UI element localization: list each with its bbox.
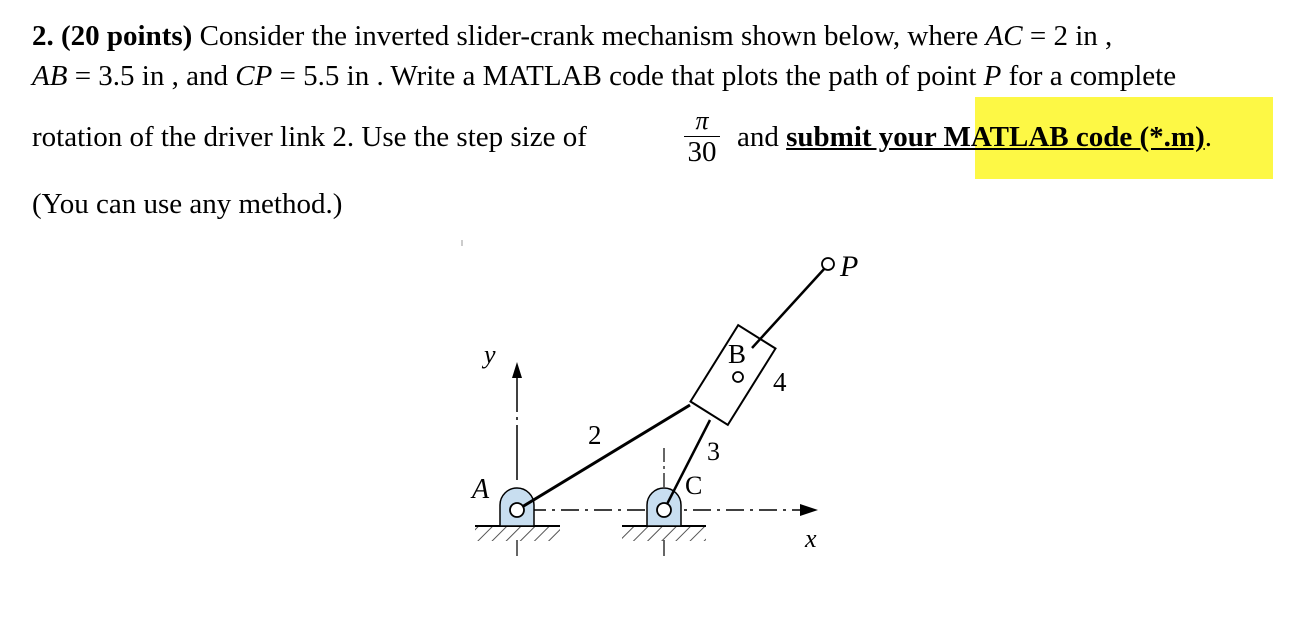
label-c: C [685, 471, 703, 500]
ground-a-hatch [475, 527, 560, 541]
pin-b [733, 372, 743, 382]
label-link-2: 2 [588, 420, 602, 450]
link-4-rod [752, 268, 825, 348]
fraction-denominator: 30 [687, 136, 717, 168]
point-p-marker [822, 258, 834, 270]
ground-c-hatch [622, 527, 706, 541]
label-b: B [728, 339, 747, 369]
y-axis-arrow [512, 362, 522, 378]
y-axis-label: y [484, 340, 496, 369]
submit-instruction: submit your MATLAB code (*.m) [786, 121, 1205, 153]
fraction-numerator: π [695, 106, 709, 135]
problem-line-3-tail: and submit your MATLAB code (*.m). [737, 121, 1212, 153]
label-link-4: 4 [773, 367, 787, 397]
pin-c [657, 503, 671, 517]
x-axis-label: x [805, 524, 817, 553]
problem-line-3: rotation of the driver link 2. Use the step size of [32, 121, 587, 153]
pin-a [510, 503, 524, 517]
label-link-3: 3 [707, 437, 720, 466]
problem-line-2: AB = 3.5 in , and CP = 5.5 in . Write a MATLAB code that plots the path of point P for a complete [32, 60, 1177, 92]
problem-line-1: 2. (20 points) Consider the inverted slider-crank mechanism shown below, where AC = 2 in , [32, 20, 1113, 52]
label-a: A [472, 474, 490, 505]
problem-number: 2. (20 points) [32, 20, 193, 52]
label-p: P [840, 250, 859, 283]
problem-line-4: (You can use any method.) [32, 188, 343, 220]
x-axis-arrow [800, 504, 818, 516]
